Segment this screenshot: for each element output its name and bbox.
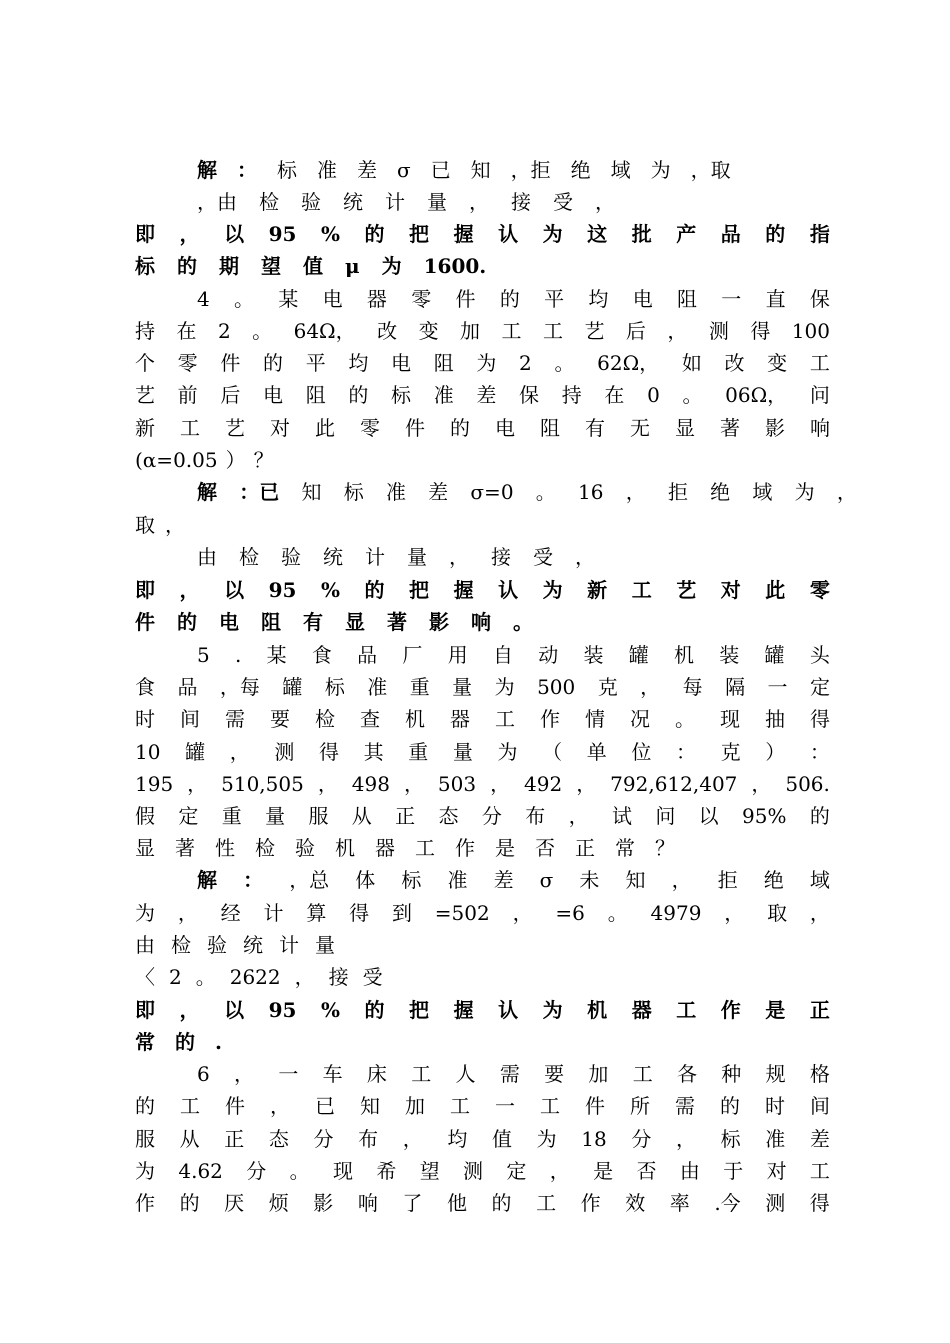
text-line: 服 从 正 态 分 布 ， 均 值 为 18 分 ， 标 准 差 — [135, 1127, 830, 1151]
text-line: 持 在 2 。 64Ω， 改 变 加 工 工 艺 后 ， 测 得 100 — [135, 319, 830, 343]
text-line: 取 ， — [135, 513, 185, 537]
text-line: 4 。 某 电 器 零 件 的 平 均 电 阻 一 直 保 — [197, 287, 830, 311]
text-line: ，由 检 验 统 计 量 ， 接 受 ， — [197, 190, 615, 214]
text-line: 10 罐 ， 测 得 其 重 量 为 （ 单 位 ： 克 ） ： — [135, 740, 830, 764]
text-line: 6 ， 一 车 床 工 人 需 要 加 工 各 种 规 格 — [197, 1062, 830, 1086]
text-line: 为 ， 经 计 算 得 到 =502 ， =6 。 4979 ， 取 ， — [135, 901, 830, 925]
text-line: 新 工 艺 对 此 零 件 的 电 阻 有 无 显 著 影 响 — [135, 416, 830, 440]
text-line: 为 4.62 分 。 现 希 望 测 定 ， 是 否 由 于 对 工 — [135, 1159, 830, 1183]
text-line: 即 ， 以 95 % 的 把 握 认 为 这 批 产 品 的 指 — [135, 222, 830, 246]
text-line: 即 ， 以 95 % 的 把 握 认 为 机 器 工 作 是 正 — [135, 998, 830, 1022]
text-line: 解 ： ，总 体 标 准 差 σ 未 知 ， 拒 绝 域 — [197, 868, 830, 892]
text-line: (α=0.05 ） ？ — [135, 448, 274, 472]
text-line: 件 的 电 阻 有 显 著 影 响 。 — [135, 610, 533, 634]
text-line: 解 ：已 知 标 准 差 σ=0 。 16 ， 拒 绝 域 为 ， — [197, 480, 857, 504]
text-line: 作 的 厌 烦 影 响 了 他 的 工 作 效 率 .今 测 得 — [135, 1191, 830, 1215]
text-line: 由 检 验 统 计 量 ， 接 受 ， — [197, 545, 595, 569]
text-line: 假 定 重 量 服 从 正 态 分 布 ， 试 问 以 95% 的 — [135, 804, 830, 828]
text-line: 食 品 ，每 罐 标 准 重 量 为 500 克 ， 每 隔 一 定 — [135, 675, 830, 699]
text-line: 时 间 需 要 检 查 机 器 工 作 情 况 。 现 抽 得 — [135, 707, 830, 731]
text-line: 标 的 期 望 值 μ 为 1600. — [135, 254, 487, 278]
text-line: 195 ， 510,505 ， 498 ， 503 ， 492 ， 792,612,407 ， 506. — [135, 772, 830, 796]
text-line: 显 著 性 检 验 机 器 工 作 是 否 正 常 ？ — [135, 836, 675, 860]
text-line: 的 工 件 ， 已 知 加 工 一 工 件 所 需 的 时 间 — [135, 1094, 830, 1118]
text-line: 艺 前 后 电 阻 的 标 准 差 保 持 在 0 。 06Ω， 问 — [135, 383, 830, 407]
text-line: 常 的 . — [135, 1030, 222, 1054]
text-line: 〈 2 。 2622 ， 接 受 — [135, 965, 383, 989]
text-line: 由 检 验 统 计 量 — [135, 933, 335, 957]
text-line: 5 . 某 食 品 厂 用 自 动 装 罐 机 装 罐 头 — [197, 643, 830, 667]
text-line: 个 零 件 的 平 均 电 阻 为 2 。 62Ω， 如 改 变 工 — [135, 351, 830, 375]
text-line: 解 ： 标 准 差 σ 已 知 ，拒 绝 域 为 ，取 — [197, 158, 731, 182]
text-line: 即 ， 以 95 % 的 把 握 认 为 新 工 艺 对 此 零 — [135, 578, 830, 602]
